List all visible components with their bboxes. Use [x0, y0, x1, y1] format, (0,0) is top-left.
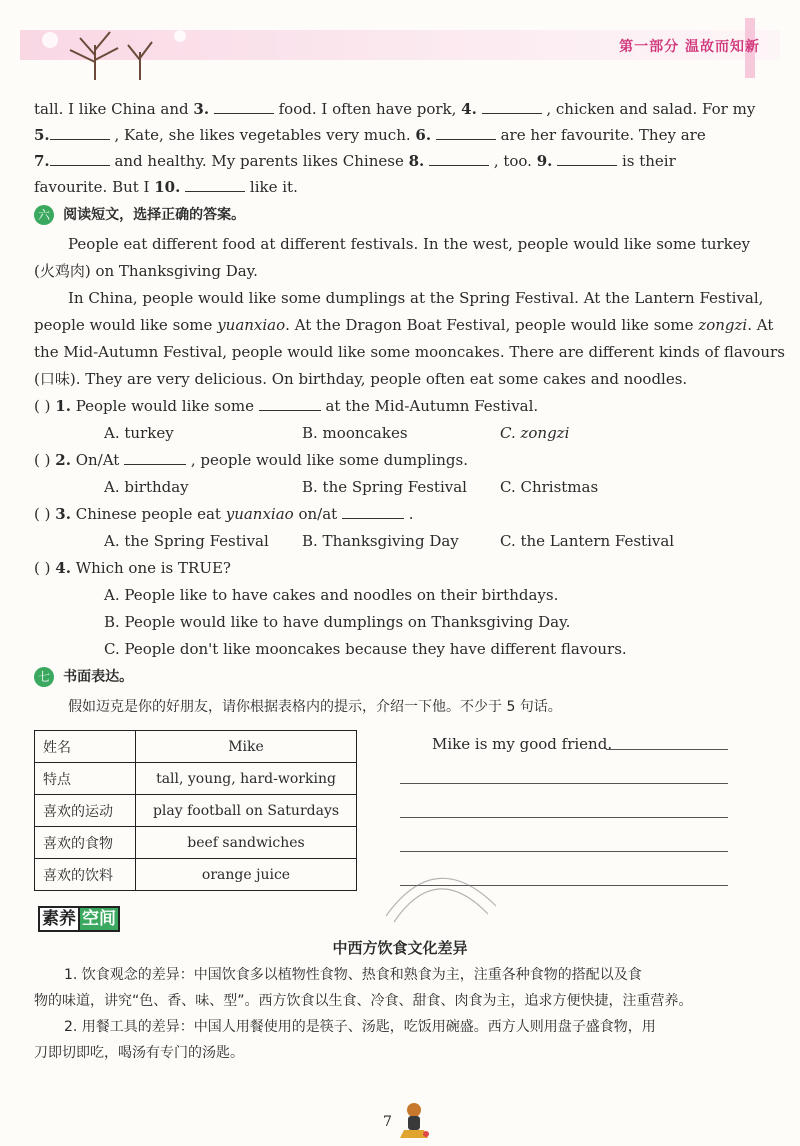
q1-option-c: C. zongzi [500, 424, 570, 442]
culture-p2b: 刀即切即吃，喝汤有专门的汤匙。 [34, 1045, 244, 1061]
q4-option-b: B. People would like to have dumplings on Thanksgiving Day. [104, 613, 571, 631]
question-1: ( ) 1. People would like some at the Mid-Autumn Festival. [34, 397, 539, 415]
section-6-heading [34, 204, 245, 225]
mascot-icon [398, 1100, 432, 1142]
q3-option-b: B. Thanksgiving Day [302, 532, 459, 550]
reading-p2d: (口味). They are very delicious. On birthday, people often eat some cakes and noodles. [34, 370, 688, 388]
writing-line[interactable] [606, 749, 728, 750]
writing-instruction: 假如迈克是你的好朋友，请你根据表格内的提示，介绍一下他。不少于 5 句话。 [68, 699, 562, 715]
table-row: 喜欢的饮料 orange juice [35, 859, 357, 891]
passage-line-2: 5. , Kate, she likes vegetables very much. 6. are her favourite. They are [34, 126, 706, 144]
section-7-badge: 七 [34, 667, 54, 687]
passage-line-1: tall. I like China and 3. food. I often have pork, 4. , chicken and salad. For my [34, 100, 756, 118]
reading-p2a: In China, people would like some dumplings at the Spring Festival. At the Lantern Festival, [68, 289, 764, 307]
answer-paren[interactable]: ( ) [34, 559, 51, 577]
culture-p1: 1. 饮食观念的差异：中国饮食多以植物性食物、热食和熟食为主，注重各种食物的搭配以及食 [64, 967, 642, 983]
suyang-badge: 素养 空间 [38, 904, 120, 929]
passage-line-4: favourite. But I 10. like it. [34, 178, 298, 196]
question-3: ( ) 3. Chinese people eat yuanxiao on/at . [34, 505, 414, 523]
table-row: 喜欢的食物 beef sandwiches [35, 827, 357, 859]
section-6-badge: 六 [34, 205, 54, 225]
writing-starter: Mike is my good friend. [432, 735, 613, 753]
passage-line-3: 7. and healthy. My parents likes Chinese 8. , too. 9. is their [34, 152, 676, 170]
q1-option-b: B. mooncakes [302, 424, 408, 442]
table-row: 特点 tall, young, hard-working [35, 763, 357, 795]
culture-title: 中西方饮食文化差异 [332, 939, 468, 957]
reading-p2c: the Mid-Autumn Festival, people would like some mooncakes. There are different kinds of flavours [34, 343, 785, 361]
q3-option-c: C. the Lantern Festival [500, 532, 675, 550]
section-header-label: 第一部分 温故而知新 [619, 39, 760, 55]
q2-option-c: C. Christmas [500, 478, 599, 496]
question-2: ( ) 2. On/At , people would like some dumplings. [34, 451, 469, 469]
question-4: ( ) 4. Which one is TRUE? [34, 559, 231, 577]
q4-option-a: A. People like to have cakes and noodles on their birthdays. [104, 586, 559, 604]
watermark-stamp [376, 846, 506, 930]
culture-p1b: 物的味道，讲究“色、香、味、型”。西方饮食以生食、冷食、甜食、肉食为主，追求方便快捷，注重营养。 [34, 993, 693, 1009]
q2-option-a: A. birthday [104, 478, 189, 496]
q1-option-a: A. turkey [104, 424, 174, 442]
q2-option-b: B. the Spring Festival [302, 478, 467, 496]
reading-p2b: people would like some yuanxiao. At the Dragon Boat Festival, people would like some zongzi. At [34, 316, 774, 334]
page-number: 7 [383, 1114, 392, 1130]
reading-p1a: People eat different food at different festivals. In the west, people would like some turkey [68, 235, 751, 253]
q4-option-c: C. People don't like mooncakes because they have different flavours. [104, 640, 627, 658]
section-6-title: 阅读短文，选择正确的答案。 [63, 207, 246, 223]
answer-paren[interactable]: ( ) [34, 505, 51, 523]
table-row: 姓名 Mike [35, 731, 357, 763]
writing-line[interactable] [400, 816, 728, 818]
answer-paren[interactable]: ( ) [34, 397, 51, 415]
writing-line[interactable] [400, 782, 728, 784]
q3-option-a: A. the Spring Festival [104, 532, 269, 550]
mike-info-table [34, 730, 357, 891]
reading-p1b: (火鸡肉) on Thanksgiving Day. [34, 262, 258, 280]
answer-paren[interactable]: ( ) [34, 451, 51, 469]
section-7-title: 书面表达。 [63, 669, 134, 685]
section-7-heading [34, 666, 133, 687]
table-row: 喜欢的运动 play football on Saturdays [35, 795, 357, 827]
culture-p2: 2. 用餐工具的差异：中国人用餐使用的是筷子、汤匙，吃饭用碗盛。西方人则用盘子盛食物，用 [64, 1019, 656, 1035]
